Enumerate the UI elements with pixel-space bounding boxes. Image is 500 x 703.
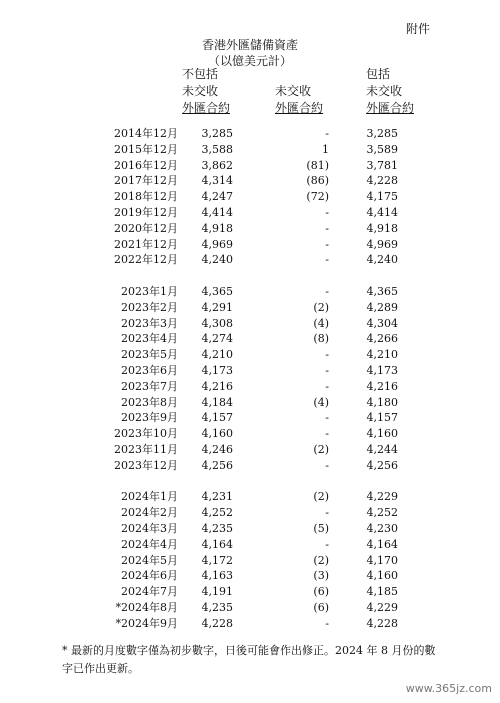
value-contracts: - xyxy=(325,363,329,377)
row-label: 2024年3月 xyxy=(121,521,178,535)
table-row xyxy=(0,284,500,300)
row-label: 2024年5月 xyxy=(121,553,178,567)
value-including: 4,160 xyxy=(366,569,398,583)
row-label: 2023年11月 xyxy=(114,442,178,456)
table-row xyxy=(0,237,500,253)
table-row xyxy=(0,158,500,174)
value-including: 4,252 xyxy=(366,506,398,520)
header-line: 包括 xyxy=(366,67,391,81)
table-row xyxy=(0,426,500,442)
value-excluding: 4,231 xyxy=(201,490,233,504)
value-contracts: - xyxy=(325,616,329,630)
table-row xyxy=(0,142,500,158)
value-excluding: 4,235 xyxy=(201,521,233,535)
table-row xyxy=(0,189,500,205)
value-contracts: - xyxy=(325,537,329,551)
row-label: 2023年12月 xyxy=(114,458,178,472)
row-label: 2022年12月 xyxy=(114,253,178,267)
value-excluding: 4,228 xyxy=(201,616,233,630)
row-label: 2014年12月 xyxy=(114,127,178,140)
value-contracts: - xyxy=(325,458,329,472)
row-label: *2024年9月 xyxy=(115,616,178,630)
row-label: 2016年12月 xyxy=(114,158,178,172)
table-row xyxy=(0,300,500,316)
value-excluding: 4,314 xyxy=(201,174,233,188)
value-excluding: 3,588 xyxy=(201,142,233,156)
table-row xyxy=(0,553,500,569)
value-including: 4,170 xyxy=(366,553,398,567)
row-label: 2023年5月 xyxy=(121,348,178,362)
value-including: 4,216 xyxy=(366,379,398,393)
value-excluding: 4,216 xyxy=(201,379,233,393)
value-contracts: - xyxy=(325,379,329,393)
group-spacer xyxy=(0,474,500,490)
value-including: 4,266 xyxy=(366,332,398,346)
value-contracts: (5) xyxy=(313,521,329,535)
value-contracts: (2) xyxy=(313,553,329,567)
value-contracts: - xyxy=(325,506,329,520)
document-subtitle: （以億美元計） xyxy=(207,54,292,68)
value-excluding: 4,969 xyxy=(201,237,233,251)
value-excluding: 4,246 xyxy=(201,442,233,456)
footnote: * 最新的月度數字僅為初步數字，日後可能會作出修正。2024 年 8 月份的數字已作出更新。 xyxy=(62,644,436,675)
annex-label: 附件 xyxy=(405,22,430,36)
value-excluding: 4,247 xyxy=(201,190,233,204)
value-including: 4,414 xyxy=(366,205,398,219)
table-row xyxy=(0,347,500,363)
row-label: 2024年6月 xyxy=(121,569,178,583)
value-including: 4,365 xyxy=(366,284,398,298)
value-including: 3,285 xyxy=(366,127,398,140)
value-including: 4,240 xyxy=(366,253,398,267)
value-including: 4,289 xyxy=(366,300,398,314)
table-row xyxy=(0,331,500,347)
value-contracts: (86) xyxy=(306,174,329,188)
table-row xyxy=(0,379,500,395)
row-label: 2024年2月 xyxy=(121,506,178,520)
document-title: 香港外匯儲備資產 xyxy=(201,38,298,52)
row-label: 2023年3月 xyxy=(121,316,178,330)
value-including: 4,230 xyxy=(366,521,398,535)
row-label: 2020年12月 xyxy=(114,221,178,235)
table-row xyxy=(0,584,500,600)
value-contracts: - xyxy=(325,205,329,219)
header-line: 外匯合約 xyxy=(275,101,324,115)
table-row xyxy=(0,173,500,189)
value-contracts: - xyxy=(325,237,329,251)
value-including: 4,160 xyxy=(366,427,398,441)
value-excluding: 4,252 xyxy=(201,506,233,520)
row-label: 2023年2月 xyxy=(121,300,178,314)
row-label: 2023年7月 xyxy=(121,379,178,393)
value-excluding: 4,365 xyxy=(201,284,233,298)
value-including: 4,164 xyxy=(366,537,398,551)
value-including: 4,244 xyxy=(366,442,398,456)
table-row xyxy=(0,363,500,379)
value-excluding: 4,191 xyxy=(201,585,233,599)
value-contracts: (2) xyxy=(313,490,329,504)
value-contracts: (4) xyxy=(313,316,329,330)
column-header-including xyxy=(366,66,414,117)
value-including: 4,157 xyxy=(366,411,398,425)
value-excluding: 4,235 xyxy=(201,600,233,614)
value-contracts: - xyxy=(325,253,329,267)
value-excluding: 4,308 xyxy=(201,316,233,330)
value-including: 4,185 xyxy=(366,585,398,599)
table-row xyxy=(0,521,500,537)
value-contracts: (3) xyxy=(313,569,329,583)
table-row xyxy=(0,616,500,632)
table-row xyxy=(0,395,500,411)
value-including: 4,175 xyxy=(366,190,398,204)
value-contracts: - xyxy=(325,348,329,362)
row-label: 2024年4月 xyxy=(121,537,178,551)
value-including: 4,229 xyxy=(366,490,398,504)
value-contracts: (8) xyxy=(313,332,329,346)
table-row xyxy=(0,316,500,332)
value-excluding: 4,918 xyxy=(201,221,233,235)
value-contracts: (2) xyxy=(313,442,329,456)
value-contracts: - xyxy=(325,427,329,441)
value-contracts: (4) xyxy=(313,395,329,409)
value-including: 4,228 xyxy=(366,616,398,630)
row-label: 2023年6月 xyxy=(121,363,178,377)
value-contracts: (2) xyxy=(313,300,329,314)
value-including: 4,304 xyxy=(366,316,398,330)
value-including: 3,781 xyxy=(366,158,398,172)
header-line: 外匯合約 xyxy=(182,101,231,115)
value-excluding: 4,163 xyxy=(201,569,233,583)
header-line: 不包括 xyxy=(182,67,219,81)
value-excluding: 4,210 xyxy=(201,348,233,362)
value-contracts: (6) xyxy=(313,585,329,599)
row-label: 2023年1月 xyxy=(121,284,178,298)
header-line: 未交收 xyxy=(366,84,403,98)
table-row xyxy=(0,252,500,268)
value-including: 4,228 xyxy=(366,174,398,188)
value-excluding: 4,274 xyxy=(201,332,233,346)
table-row xyxy=(0,126,500,142)
value-contracts: (72) xyxy=(306,190,329,204)
column-header-contracts xyxy=(275,83,323,117)
reserves-table xyxy=(0,126,500,632)
table-row xyxy=(0,505,500,521)
table-row xyxy=(0,600,500,616)
row-label: 2023年8月 xyxy=(121,395,178,409)
row-label: 2015年12月 xyxy=(114,142,178,156)
group-spacer xyxy=(0,268,500,284)
value-excluding: 4,256 xyxy=(201,458,233,472)
value-including: 4,256 xyxy=(366,458,398,472)
table-row xyxy=(0,442,500,458)
value-including: 3,589 xyxy=(366,142,398,156)
value-contracts: 1 xyxy=(322,142,329,156)
value-including: 4,229 xyxy=(366,600,398,614)
value-excluding: 4,240 xyxy=(201,253,233,267)
row-label: *2024年8月 xyxy=(115,600,178,614)
table-row xyxy=(0,537,500,553)
row-label: 2018年12月 xyxy=(114,190,178,204)
table-row xyxy=(0,410,500,426)
value-contracts: - xyxy=(325,127,329,140)
column-header-excluding xyxy=(182,66,230,117)
value-excluding: 4,160 xyxy=(201,427,233,441)
value-contracts: - xyxy=(325,284,329,298)
value-contracts: (6) xyxy=(313,600,329,614)
value-excluding: 3,862 xyxy=(201,158,233,172)
value-including: 4,173 xyxy=(366,363,398,377)
table-row xyxy=(0,205,500,221)
value-contracts: - xyxy=(325,221,329,235)
table-row xyxy=(0,458,500,474)
value-excluding: 3,285 xyxy=(201,127,233,140)
value-excluding: 4,164 xyxy=(201,537,233,551)
header-line: 外匯合約 xyxy=(366,101,415,115)
value-excluding: 4,291 xyxy=(201,300,233,314)
value-including: 4,210 xyxy=(366,348,398,362)
row-label: 2024年1月 xyxy=(121,490,178,504)
row-label: 2023年4月 xyxy=(121,332,178,346)
header-line: 未交收 xyxy=(275,84,312,98)
row-label: 2017年12月 xyxy=(114,174,178,188)
value-contracts: - xyxy=(325,411,329,425)
value-excluding: 4,157 xyxy=(201,411,233,425)
value-excluding: 4,173 xyxy=(201,363,233,377)
header-line: 未交收 xyxy=(182,84,219,98)
table-row xyxy=(0,221,500,237)
value-including: 4,969 xyxy=(366,237,398,251)
table-row xyxy=(0,568,500,584)
value-including: 4,918 xyxy=(366,221,398,235)
value-excluding: 4,414 xyxy=(201,205,233,219)
value-excluding: 4,184 xyxy=(201,395,233,409)
row-label: 2023年9月 xyxy=(121,411,178,425)
row-label: 2023年10月 xyxy=(114,427,178,441)
watermark: www.365jz.com xyxy=(405,682,492,695)
row-label: 2019年12月 xyxy=(114,205,178,219)
row-label: 2024年7月 xyxy=(121,585,178,599)
value-contracts: (81) xyxy=(306,158,329,172)
value-including: 4,180 xyxy=(366,395,398,409)
table-row xyxy=(0,489,500,505)
value-excluding: 4,172 xyxy=(201,553,233,567)
row-label: 2021年12月 xyxy=(114,237,178,251)
